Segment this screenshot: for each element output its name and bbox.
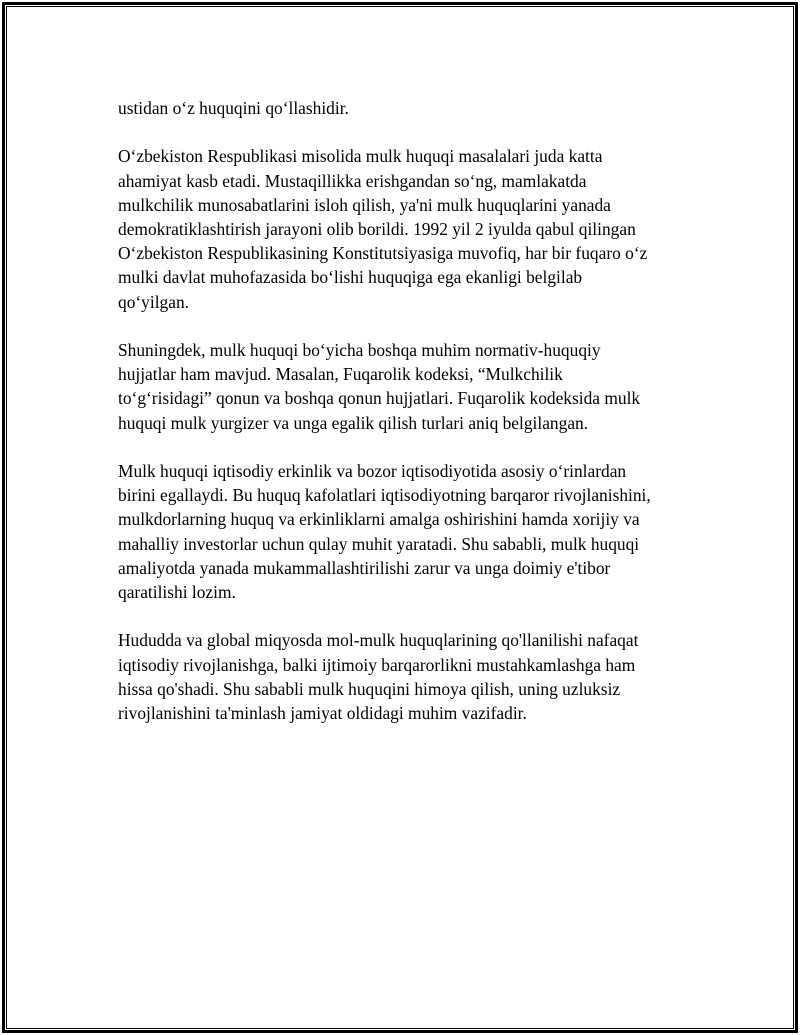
- paragraph-2: O‘zbekiston Respublikasi misolida mulk huquqi masalalari juda katta ahamiyat kasb etadi. Mustaqillikka erishgandan so‘ng, mamlakatda mulkchilik munosabatlarini isloh qilish, ya'ni mulk huquqlarini yanada demokratiklashtirish jarayoni olib borildi. 1992 yil 2 iyulda qabul qilingan O‘zbekiston Respublikasining Konstitutsiyasiga muvofiq, har bir fuqaro o‘z mulki davlat muhofazasida bo‘lishi huquqiga ega ekanligi belgilab qo‘yilgan.: [118, 146, 648, 312]
- paragraph-3: Shuningdek, mulk huquqi bo‘yicha boshqa muhim normativ-huquqiy hujjatlar ham mavjud. Masalan, Fuqarolik kodeksi, “Mulkchilik to‘g‘risidagi” qonun va boshqa qonun hujjatlari. Fuqarolik kodeksida mulk huquqi mulk yurgizer va unga egalik qilish turlari aniq belgilangan.: [118, 340, 641, 433]
- document-body: [118, 96, 698, 749]
- paragraph-5: Hududda va global miqyosda mol-mulk huquqlarining qo'llanilishi nafaqat iqtisodiy rivojlanishga, balki ijtimoiy barqarorlikni mustahkamlashga ham hissa qo'shadi. Shu sababli mulk huquqini himoya qilish, uning uzluksiz rivojlanishini ta'minlash jamiyat oldidagi muhim vazifadir.: [118, 630, 639, 724]
- paragraph-1: ustidan o‘z huquqini qo‘llashidir.: [118, 98, 349, 118]
- paragraph-4: Mulk huquqi iqtisodiy erkinlik va bozor iqtisodiyotida asosiy o‘rinlardan birini egallaydi. Bu huquq kafolatlari iqtisodiyotning barqaror rivojlanishini, mulkdorlarning huquq va erkinliklarni amalga oshirishini hamda xorijiy va mahalliy investorlar uchun qulay muhit yaratadi. Shu sababli, mulk huquqi amaliyotda yanada mukammallashtirilishi zarur va unga doimiy e'tibor qaratilishi lozim.: [118, 461, 651, 603]
